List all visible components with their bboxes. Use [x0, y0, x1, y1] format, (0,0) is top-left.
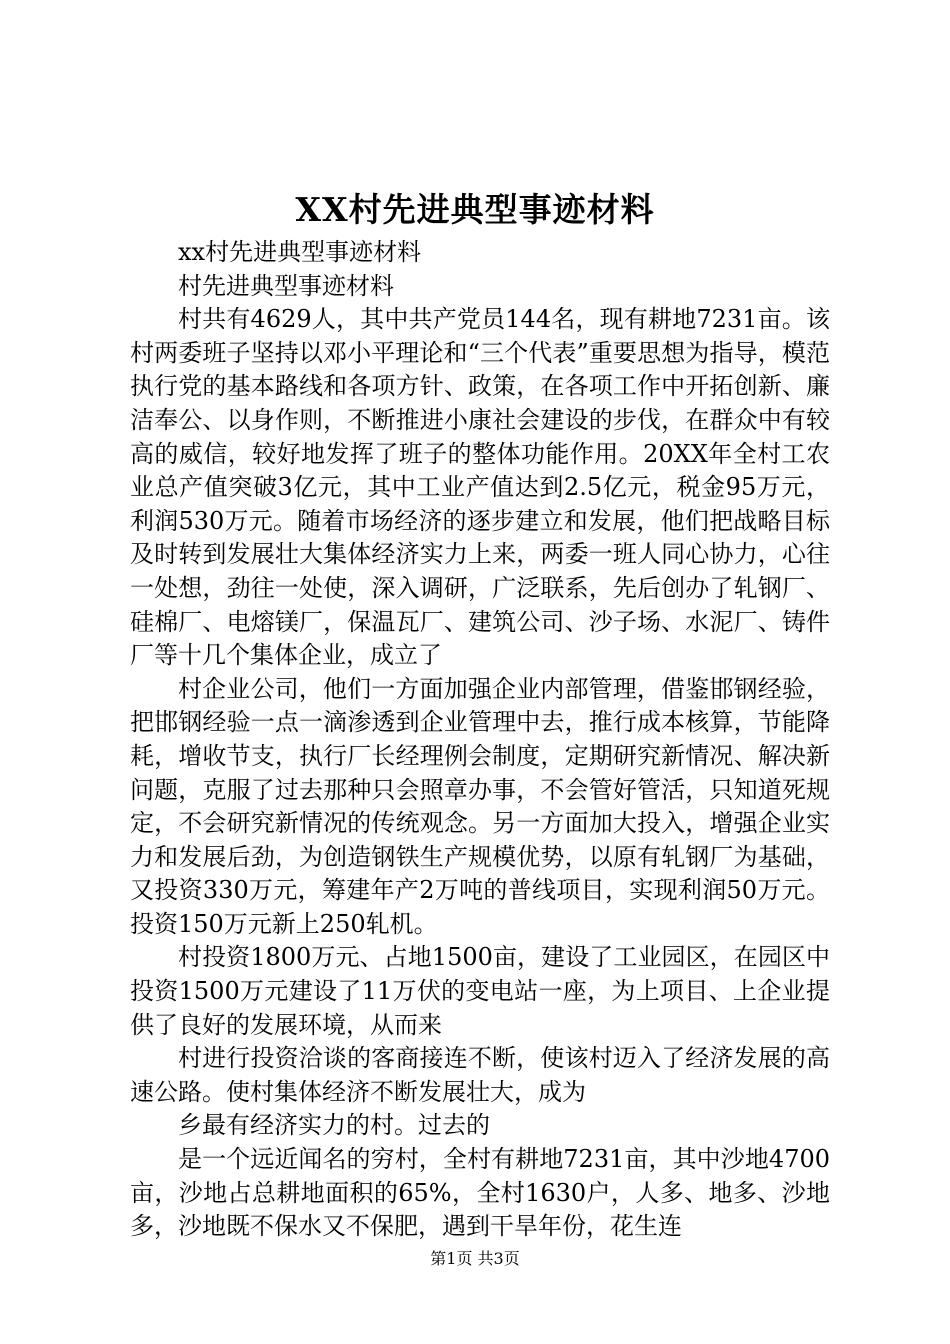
paragraph: 村先进典型事迹材料	[178, 271, 394, 300]
paragraph: 村进行投资洽谈的客商接连不断，使该村迈入了经济发展的高速公路。使村集体经济不断发展壮大，成为	[130, 1044, 830, 1106]
paragraph: 村企业公司，他们一方面加强企业内部管理，借鉴邯钢经验，把邯钢经验一点一滴渗透到企业管理中去，推行成本核算，节能降耗，增收节支，执行厂长经理例会制度，定期研究新情况、解决新问题，克服了过去那种只会照章办事，不会管好管活，只知道死规定，不会研究新情况的传统观念。另一方面加大投入，增强企业实力和发展后劲，为创造钢铁生产规模优势，以原有轧钢厂为基础，又投资330万元，筹建年产2万吨的普线项目，实现利润50万元。投资150万元新上250轧机。	[130, 674, 830, 938]
paragraph: xx村先进典型事迹材料	[178, 238, 422, 266]
document-body	[130, 236, 830, 1244]
document-title: XX村先进典型事迹材料	[295, 190, 655, 229]
paragraph: 是一个远近闻名的穷村，全村有耕地7231亩，其中沙地4700亩，沙地占总耕地面积的65%，全村1630户，人多、地多、沙地多，沙地既不保水又不保肥，遇到干旱年份，花生连	[130, 1145, 830, 1241]
page-footer: 第1页 共3页	[430, 1249, 520, 1268]
paragraph: 村共有4629人，其中共产党员144名，现有耕地7231亩。该村两委班子坚持以邓小平理论和“三个代表”重要思想为指导，模范执行党的基本路线和各项方针、政策，在各项工作中开拓创新、廉洁奉公、以身作则，不断推进小康社会建设的步伐，在群众中有较高的威信，较好地发挥了班子的整体功能作用。20XX年全村工农业总产值突破3亿元，其中工业产值达到2.5亿元，税金95万元，利润530万元。随着市场经济的逐步建立和发展，他们把战略目标及时转到发展壮大集体经济实力上来，两委一班人同心协力，心往一处想，劲往一处使，深入调研，广泛联系，先后创办了轧钢厂、硅棉厂、电熔镁厂，保温瓦厂、建筑公司、沙子场、水泥厂、铸件厂等十几个集体企业，成立了	[130, 305, 830, 670]
paragraph: 村投资1800万元、占地1500亩，建设了工业园区，在园区中投资1500万元建设了11万伏的变电站一座，为上项目、上企业提供了良好的发展环境，从而来	[130, 943, 830, 1039]
paragraph: 乡最有经济实力的村。过去的	[178, 1111, 490, 1140]
